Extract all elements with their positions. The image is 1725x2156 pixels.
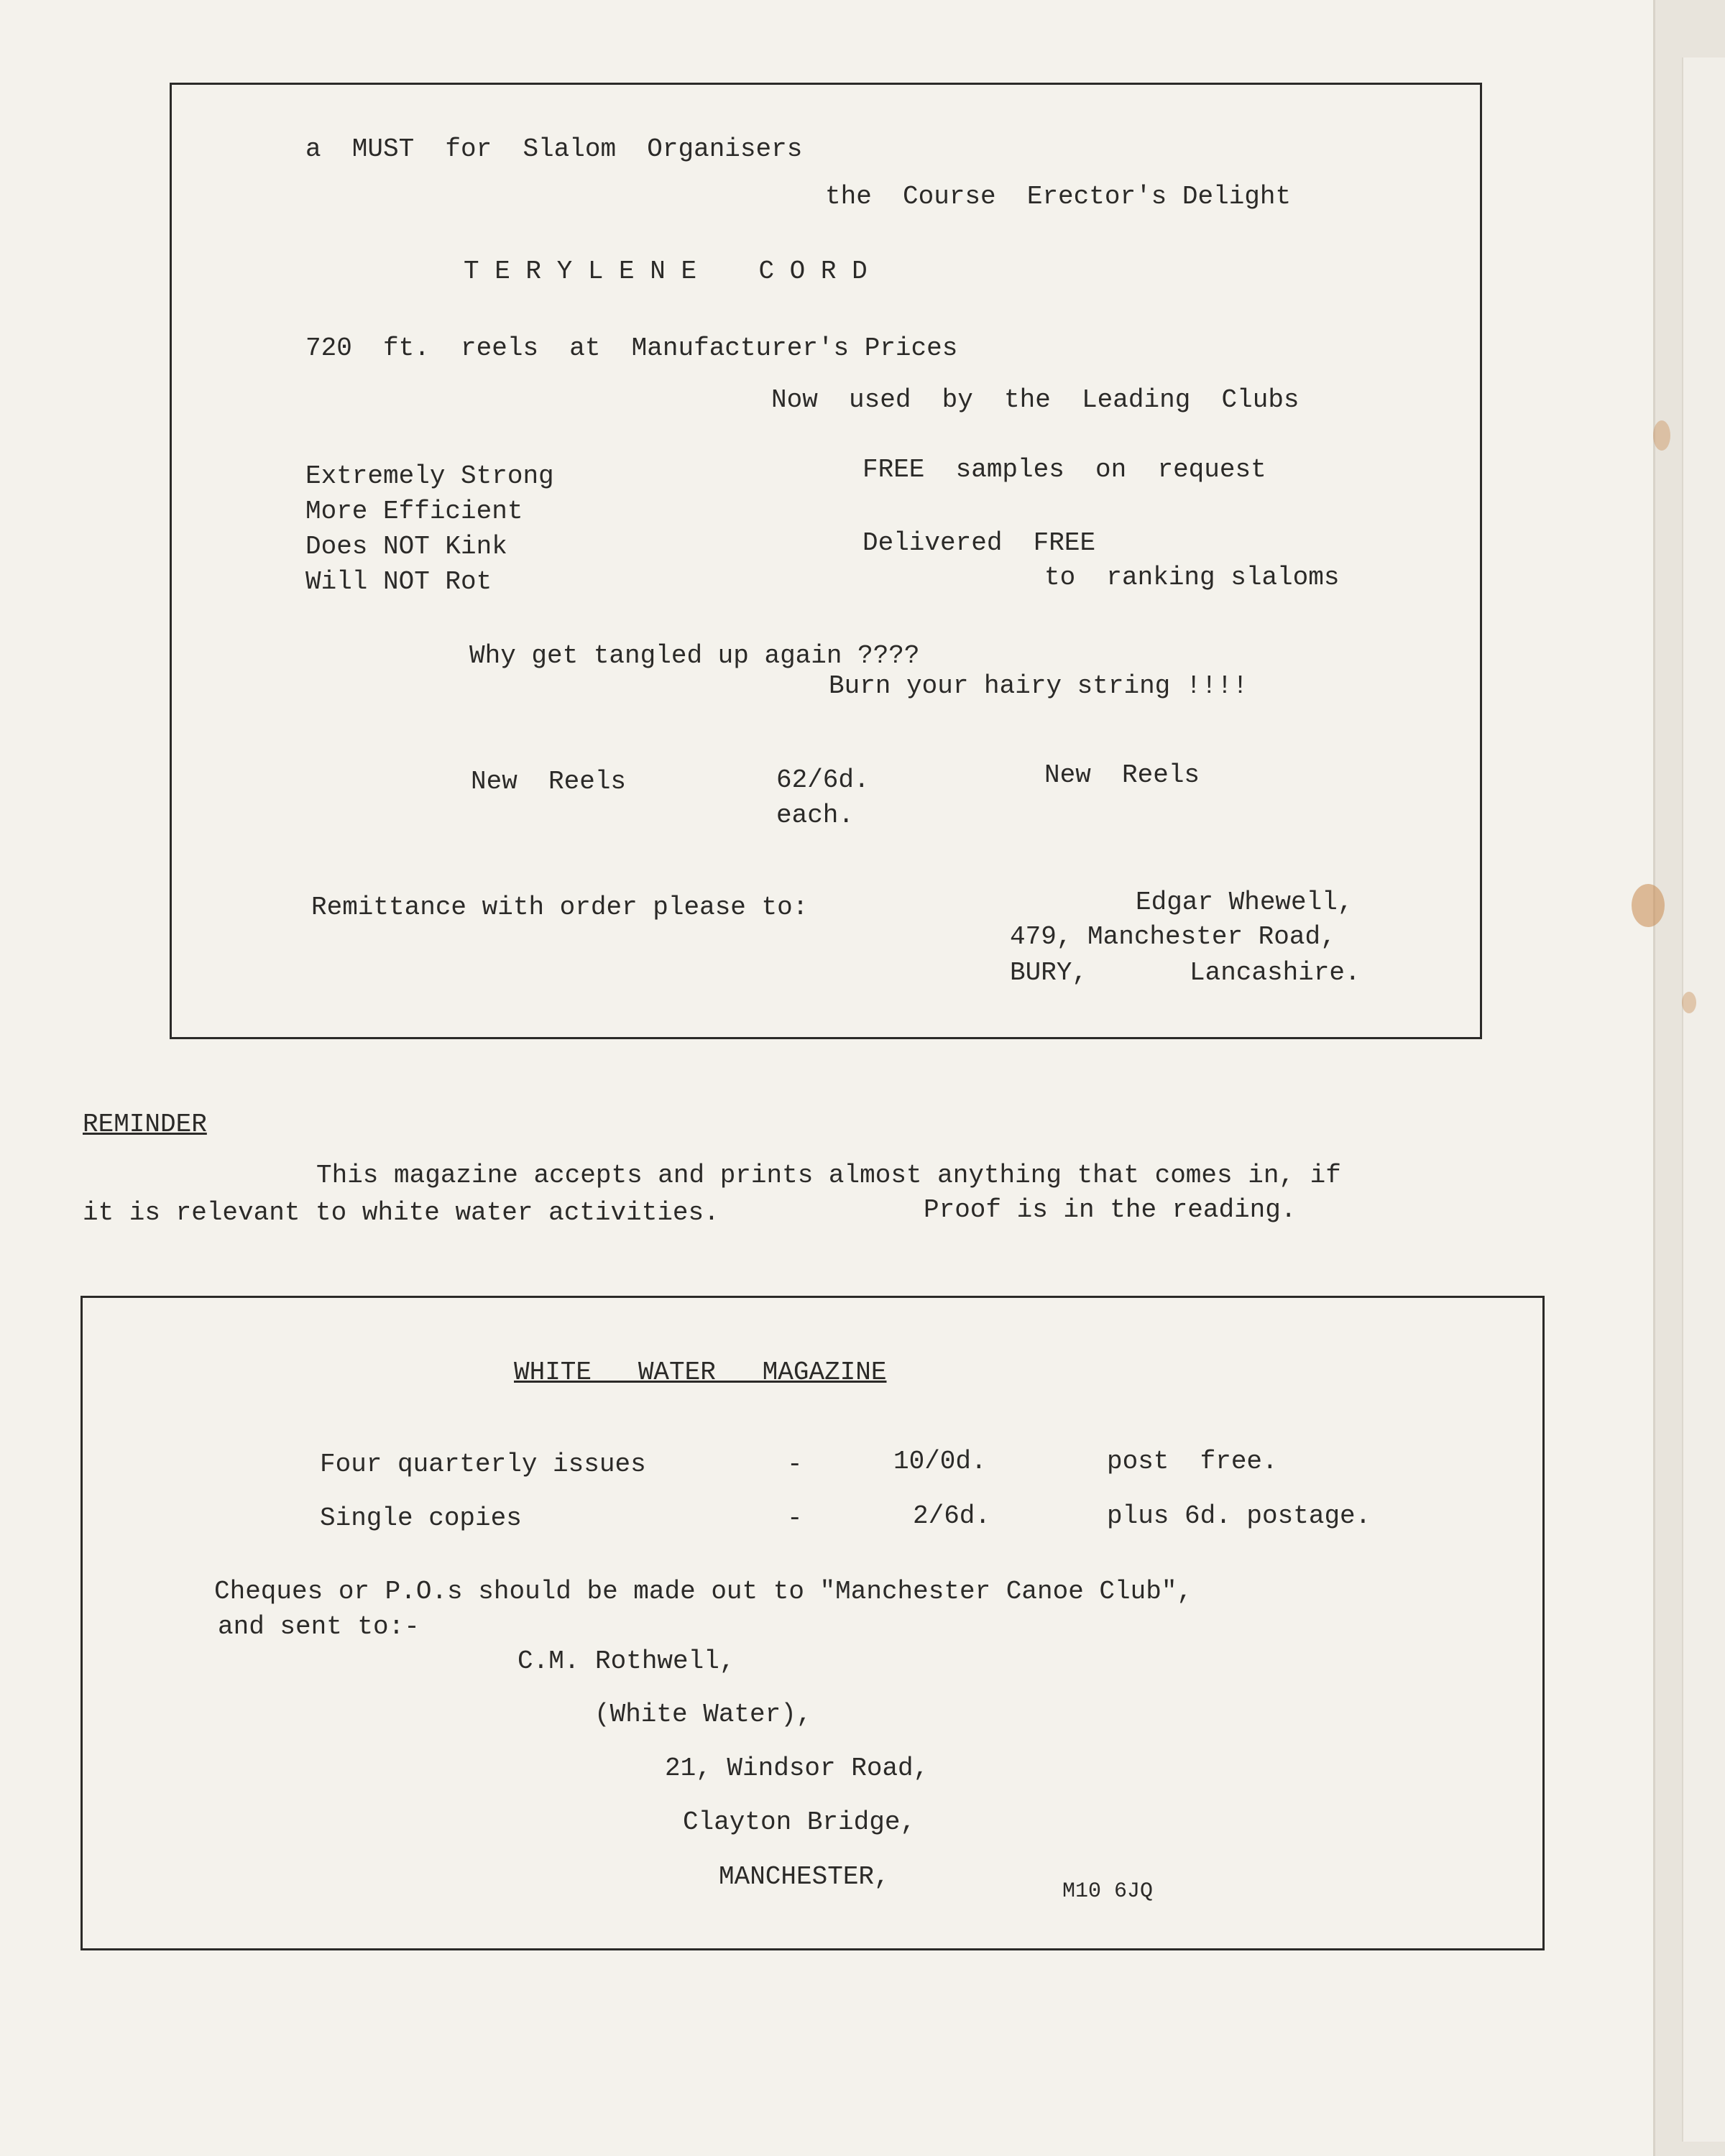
ad-price: 62/6d. [776, 765, 870, 795]
ad-delivered: Delivered FREE [862, 528, 1096, 558]
ad-address-street: 479, Manchester Road, [1010, 922, 1336, 952]
price-row-label: Four quarterly issues [320, 1450, 646, 1479]
ad-product-name: T E R Y L E N E C O R D [464, 257, 868, 286]
ad-line-reels: 720 ft. reels at Manufacturer's Prices [305, 333, 958, 363]
ad-tangled: Why get tangled up again ???? [469, 641, 920, 671]
reminder-line-1: This magazine accepts and prints almost anything that comes in, if [316, 1161, 1341, 1190]
ad-new-reels-right: New Reels [1044, 760, 1200, 790]
page-edge-inner [1682, 57, 1725, 2142]
magazine-address-line: C.M. Rothwell, [518, 1646, 735, 1676]
magazine-address-line: Clayton Bridge, [683, 1807, 916, 1837]
rust-stain [1682, 992, 1696, 1013]
ad-feature: Does NOT Kink [305, 532, 507, 561]
magazine-address-line: (White Water), [594, 1700, 812, 1729]
price-row-price: 2/6d. [913, 1501, 991, 1531]
ad-feature: Extremely Strong [305, 461, 554, 491]
reminder-heading: REMINDER [83, 1110, 207, 1139]
ad-new-reels-left: New Reels [471, 767, 627, 796]
price-row-note: plus 6d. postage. [1107, 1501, 1371, 1531]
price-row-price: 10/0d. [893, 1447, 987, 1476]
magazine-title: WHITE WATER MAGAZINE [514, 1358, 887, 1387]
ad-feature: Will NOT Rot [305, 567, 492, 596]
reminder-line-2b: Proof is in the reading. [924, 1195, 1297, 1225]
sent-to: and sent to:- [218, 1612, 420, 1641]
magazine-address-line: MANCHESTER, [719, 1862, 890, 1892]
rust-stain [1632, 884, 1665, 927]
ad-ranking-slaloms: to ranking slaloms [1044, 563, 1340, 592]
rust-stain [1653, 420, 1670, 451]
ad-line-must: a MUST for Slalom Organisers [305, 134, 803, 164]
ad-feature: More Efficient [305, 497, 523, 526]
cheques-instruction: Cheques or P.O.s should be made out to "Manchester Canoe Club", [214, 1577, 1193, 1606]
ad-free-samples: FREE samples on request [862, 455, 1266, 484]
ad-address-county: Lancashire. [1190, 958, 1361, 987]
postcode: M10 6JQ [1062, 1879, 1154, 1904]
ad-remittance: Remittance with order please to: [311, 893, 809, 922]
price-row-dash: - [787, 1450, 803, 1479]
price-row-dash: - [787, 1503, 803, 1533]
price-row-note: post free. [1107, 1447, 1278, 1476]
ad-address-town: BURY, [1010, 958, 1088, 987]
ad-address-name: Edgar Whewell, [1136, 888, 1353, 917]
ad-burn: Burn your hairy string !!!! [829, 671, 1248, 701]
ad-line-delight: the Course Erector's Delight [825, 182, 1292, 211]
ad-each: each. [776, 801, 855, 830]
magazine-address-line: 21, Windsor Road, [665, 1754, 929, 1783]
ad-line-clubs: Now used by the Leading Clubs [771, 385, 1300, 415]
price-row-label: Single copies [320, 1503, 522, 1533]
reminder-line-2a: it is relevant to white water activities. [83, 1198, 719, 1227]
